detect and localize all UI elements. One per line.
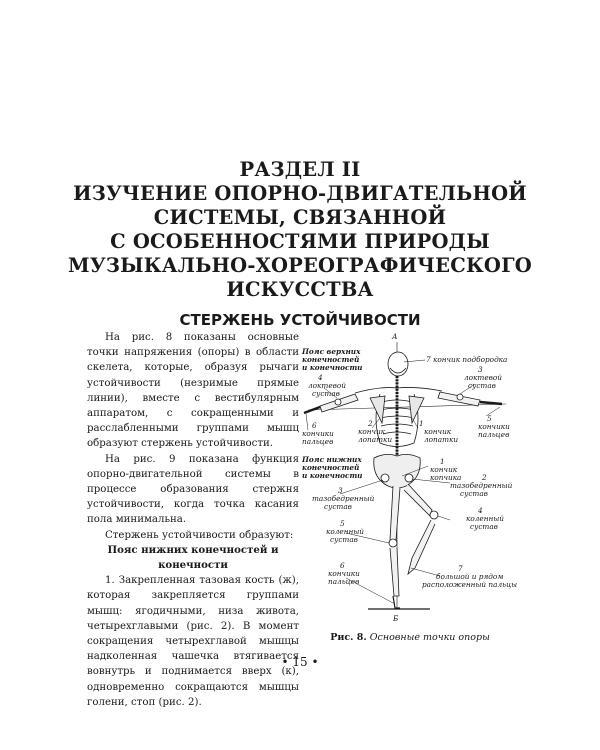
label-num: 6 <box>340 561 345 570</box>
label-upper-belt: Пояс верхних <box>302 347 361 356</box>
label-scapula-left: кончик <box>358 427 386 436</box>
label-coccyx: кончик <box>430 465 458 474</box>
label-num: 3 <box>478 365 483 374</box>
caption-number: Рис. 8. <box>330 632 367 643</box>
label-num: 2 <box>482 473 487 482</box>
heading-line: ИЗУЧЕНИЕ ОПОРНО-ДВИГАТЕЛЬНОЙ <box>73 182 527 205</box>
heading-line: С ОСОБЕННОСТЯМИ ПРИРОДЫ <box>110 230 490 253</box>
label-toes-right: расположенный пальцы <box>422 580 518 589</box>
paragraph: Стержень устойчивости образуют: <box>105 529 294 541</box>
label-elbow-left: сустав <box>312 389 340 398</box>
label-elbow-left: локтевой <box>308 381 346 390</box>
label-lower-belt: и конечности <box>302 471 363 480</box>
label-toes-right: большой и рядом <box>436 572 504 581</box>
heading-line: МУЗЫКАЛЬНО-ХОРЕОГРАФИЧЕСКОГО <box>68 254 532 277</box>
label-num: 5 <box>340 519 345 528</box>
label-num: 6 <box>312 421 317 430</box>
label-fingers-right: пальцев <box>478 430 510 439</box>
label-num: 1 <box>419 419 424 428</box>
label-elbow-right: сустав <box>468 381 496 390</box>
heading-line: СИСТЕМЫ, СВЯЗАННОЙ <box>153 206 447 229</box>
paragraph: На рис. 9 показана функция опорно-двигательной системы в процессе образования стержня устойчивости, когда точка касания пола минимальна. <box>87 453 299 526</box>
section-heading <box>60 158 540 302</box>
label-coccyx: копчика <box>430 473 462 482</box>
label-num: 3 <box>338 486 343 495</box>
figure-caption <box>300 632 520 643</box>
caption-text: Основные точки опоры <box>369 632 490 643</box>
label-toes-left: кончики <box>328 569 360 578</box>
label-knee-left: коленный <box>326 527 364 536</box>
paragraph: На рис. 8 показаны основные точки напряжения (опоры) в области скелета, которые, образуя рычаги устойчивости (незримые прямые линии), вместе с вестибулярным аппаратом, с сокращенными и расслабленными группами мышц образуют стержень устойчивости. <box>87 332 299 450</box>
label-scapula-left: лопатки <box>358 435 393 444</box>
label-chin: 7 кончик подбородка <box>426 355 508 364</box>
label-num: 1 <box>440 457 445 466</box>
label-hip-left: сустав <box>324 502 352 511</box>
label-num: 2 <box>368 419 373 428</box>
label-scapula-right: кончик <box>424 427 452 436</box>
label-knee-left: сустав <box>330 535 358 544</box>
label-fingers-right: кончики <box>478 422 510 431</box>
label-b: Б <box>393 614 399 623</box>
label-upper-belt: конечностей <box>302 355 360 364</box>
heading-line: ИСКУССТВА <box>226 278 374 301</box>
label-a: А <box>392 332 398 341</box>
label-num: 5 <box>487 414 492 423</box>
label-fingers-left: кончики <box>302 429 334 438</box>
label-knee-right: сустав <box>470 522 498 531</box>
page-number: • 15 • <box>281 655 319 669</box>
label-knee-right: коленный <box>466 514 504 523</box>
label-toes-left: пальцев <box>328 577 360 586</box>
label-num: 4 <box>318 373 323 382</box>
label-scapula-right: лопатки <box>424 435 459 444</box>
label-lower-belt: Пояс нижних <box>302 455 362 464</box>
label-num: 4 <box>478 506 483 515</box>
paragraph: 1. Закрепленная тазовая кость (ж), которая закрепляется группами мышц: ягодичными, низа живота, четырехглавыми (рис. 2). В момент сокращения четырехглавой мышцы надколенная чашечка втягивается вовнутрь и поднимается вверх (к), одновременно сокращаются мышцы голени, стоп (рис. 2). <box>87 575 299 708</box>
label-hip-right: сустав <box>460 489 488 498</box>
label-elbow-right: локтевой <box>464 373 502 382</box>
subsection-title: СТЕРЖЕНЬ УСТОЙЧИВОСТИ <box>179 311 421 329</box>
label-hip-left: тазобедренный <box>312 494 375 503</box>
label-num: 7 <box>458 564 463 573</box>
skeleton-figure <box>300 328 520 628</box>
body-text <box>87 330 299 710</box>
label-upper-belt: и конечности <box>302 363 363 372</box>
label-fingers-left: пальцев <box>302 437 334 446</box>
heading-line: РАЗДЕЛ II <box>239 158 361 181</box>
paragraph-heading: Пояс нижних конечностей и конечности <box>107 543 279 572</box>
label-lower-belt: конечностей <box>302 463 360 472</box>
label-hip-right: тазобедренный <box>450 481 513 490</box>
